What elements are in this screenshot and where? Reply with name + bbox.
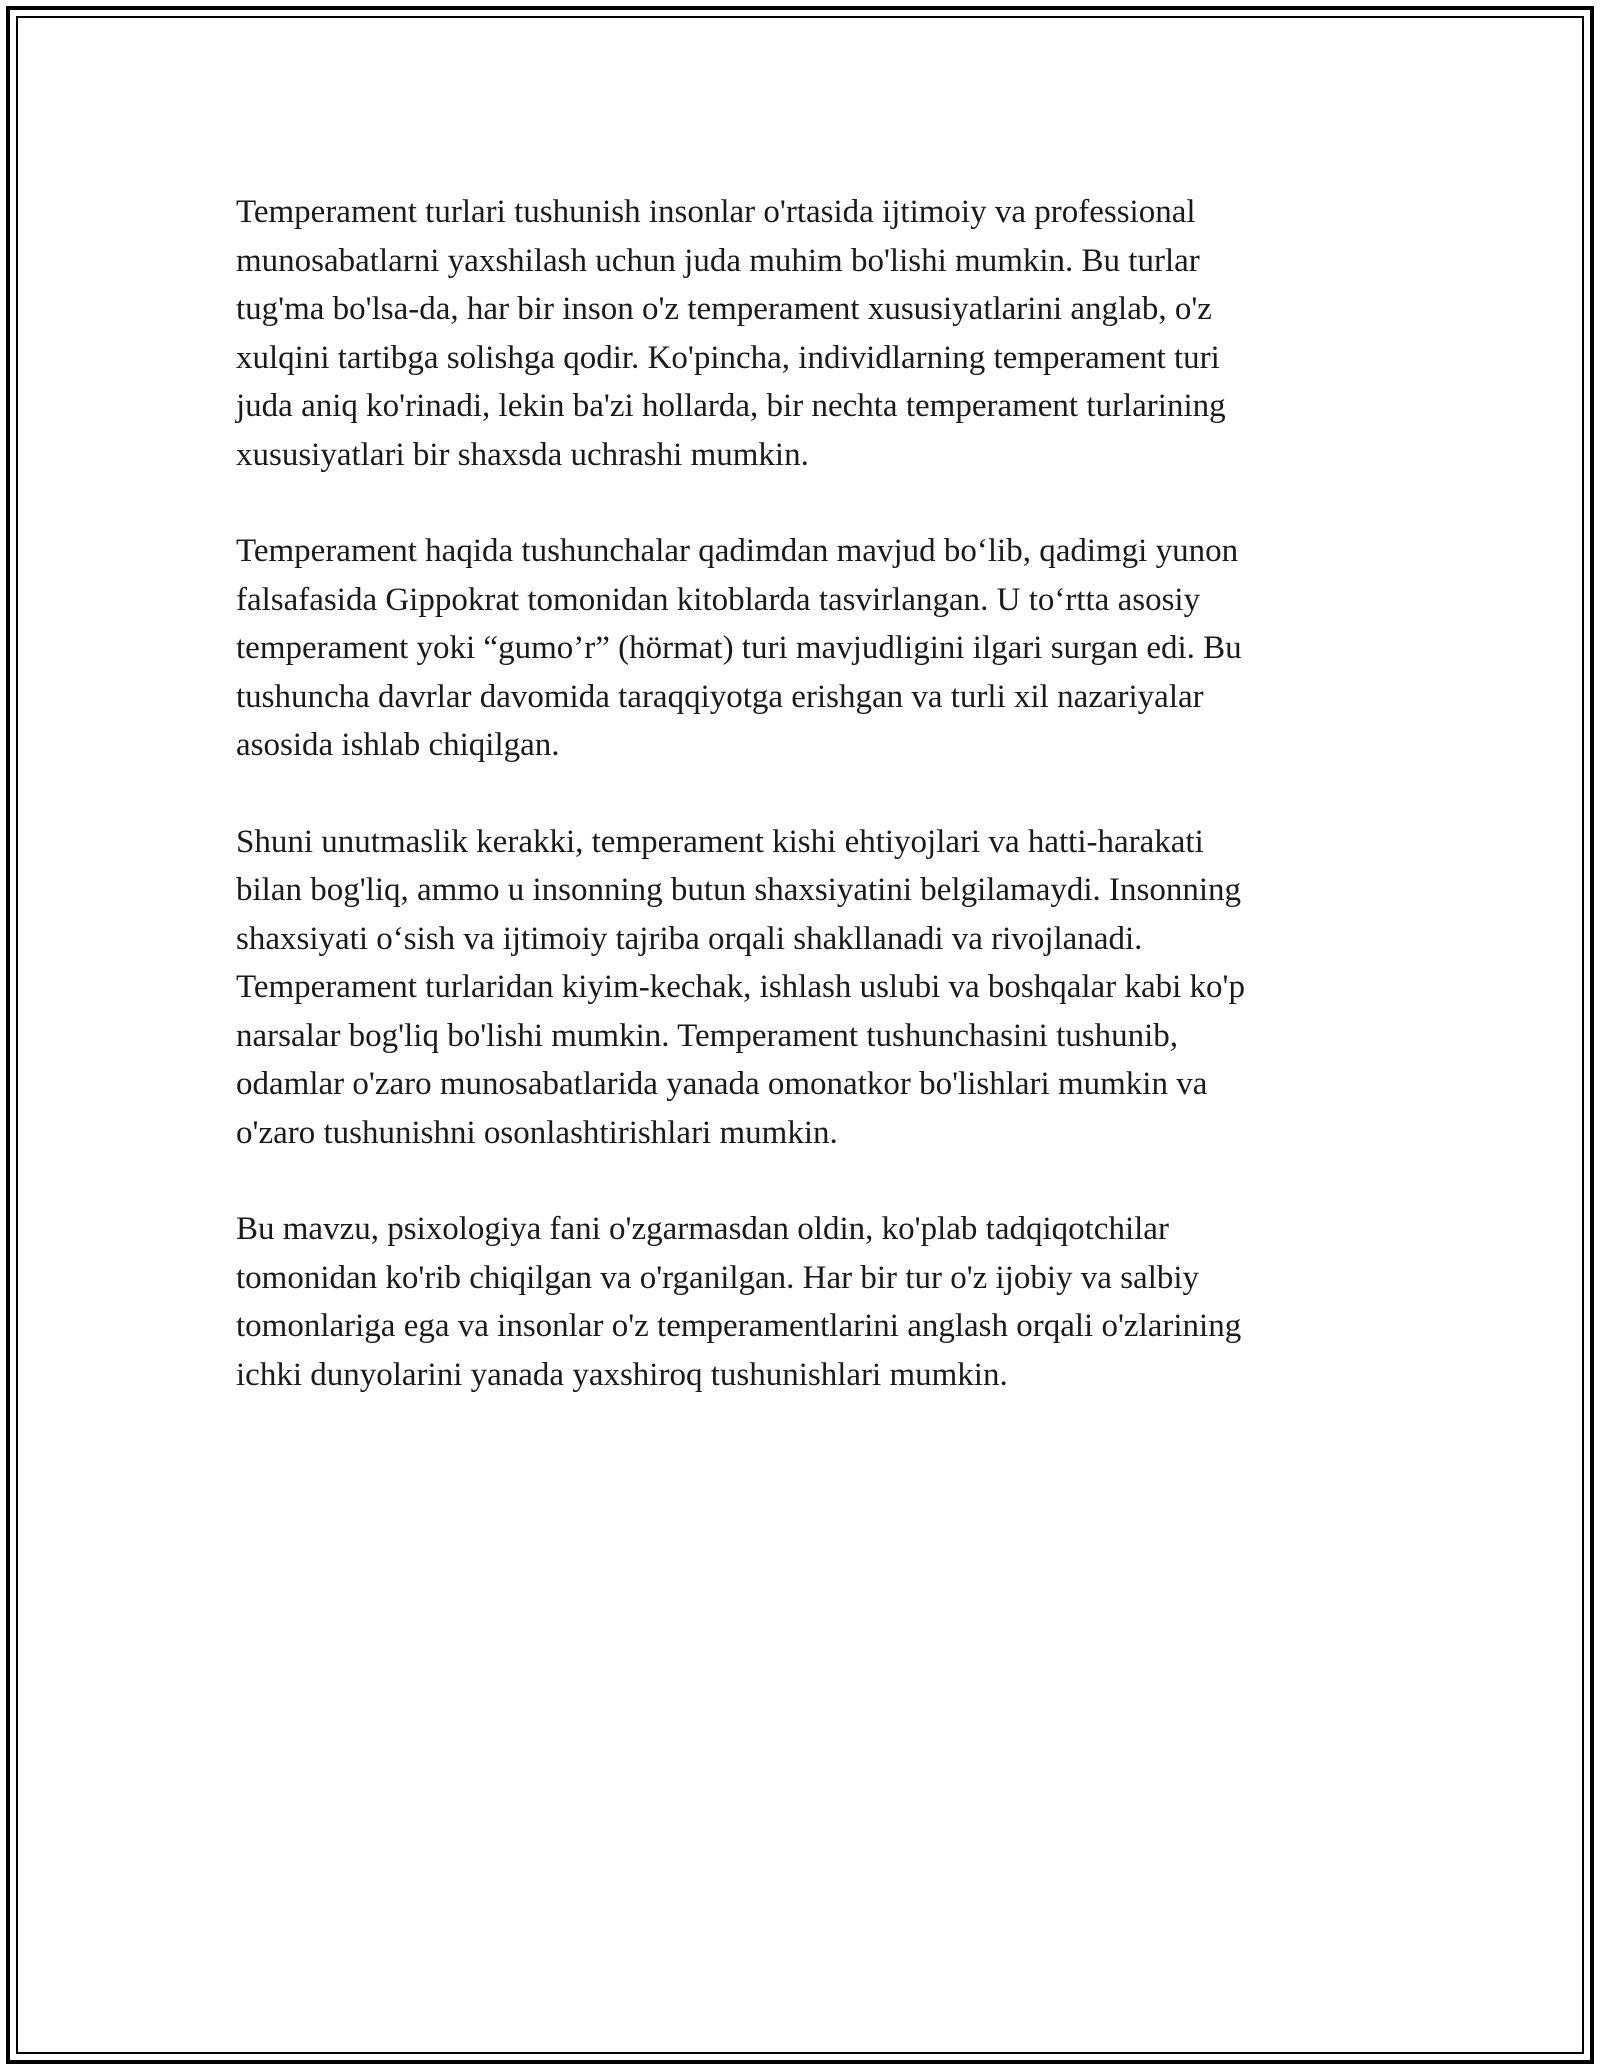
paragraph-3: Shuni unutmaslik kerakki, temperament kishi ehtiyojlari va hatti-harakati bilan bog'liq, ammo u insonning butun shaxsiyatini belgilamaydi. Insonning shaxsiyati o‘sish va ijtimoiy tajriba orqali shakllanadi va rivojlanadi. Temperament turlaridan kiyim-kechak, ishlash uslubi va boshqalar kabi ko'p narsalar bog'liq bo'lishi mumkin. Temperament tushunchasini tushunib, odamlar o'zaro munosabatlarida yanada omonatkor bo'lishlari mumkin va o'zaro tushunishni osonlashtirishlari mumkin.	[236, 823, 1245, 1151]
paragraph-2: Temperament haqida tushunchalar qadimdan mavjud bo‘lib, qadimgi yunon falsafasida Gippokrat tomonidan kitoblarda tasvirlangan. U to‘rtta asosiy temperament yoki “gumo’r” (hörmat) turi mavjudligini ilgari surgan edi. Bu tushuncha davrlar davomida taraqqiyotga erishgan va turli xil nazariyalar asosida ishlab chiqilgan.	[236, 533, 1242, 763]
paragraph-4: Bu mavzu, psixologiya fani o'zgarmasdan oldin, ko'plab tadqiqotchilar tomonidan ko'rib chiqilgan va o'rganilgan. Har bir tur o'z ijobiy va salbiy tomonlariga ega va insonlar o'z temperamentlarini anglash orqali o'zlarining ichki dunyolarini yanada yaxshiroq tushunishlari mumkin.	[236, 1211, 1242, 1393]
paragraph-1: Temperament turlari tushunish insonlar o'rtasida ijtimoiy va professional munosabatlarni yaxshilash uchun juda muhim bo'lishi mumkin. Bu turlar tug'ma bo'lsa-da, har bir inson o'z temperament xususiyatlarini anglab, o'z xulqini tartibga solishga qodir. Ko'pincha, individlarning temperament turi juda aniq ko'rinadi, lekin ba'zi hollarda, bir nechta temperament turlarining xususiyatlari bir shaxsda uchrashi mumkin.	[236, 194, 1226, 473]
document-body	[236, 188, 1366, 1447]
